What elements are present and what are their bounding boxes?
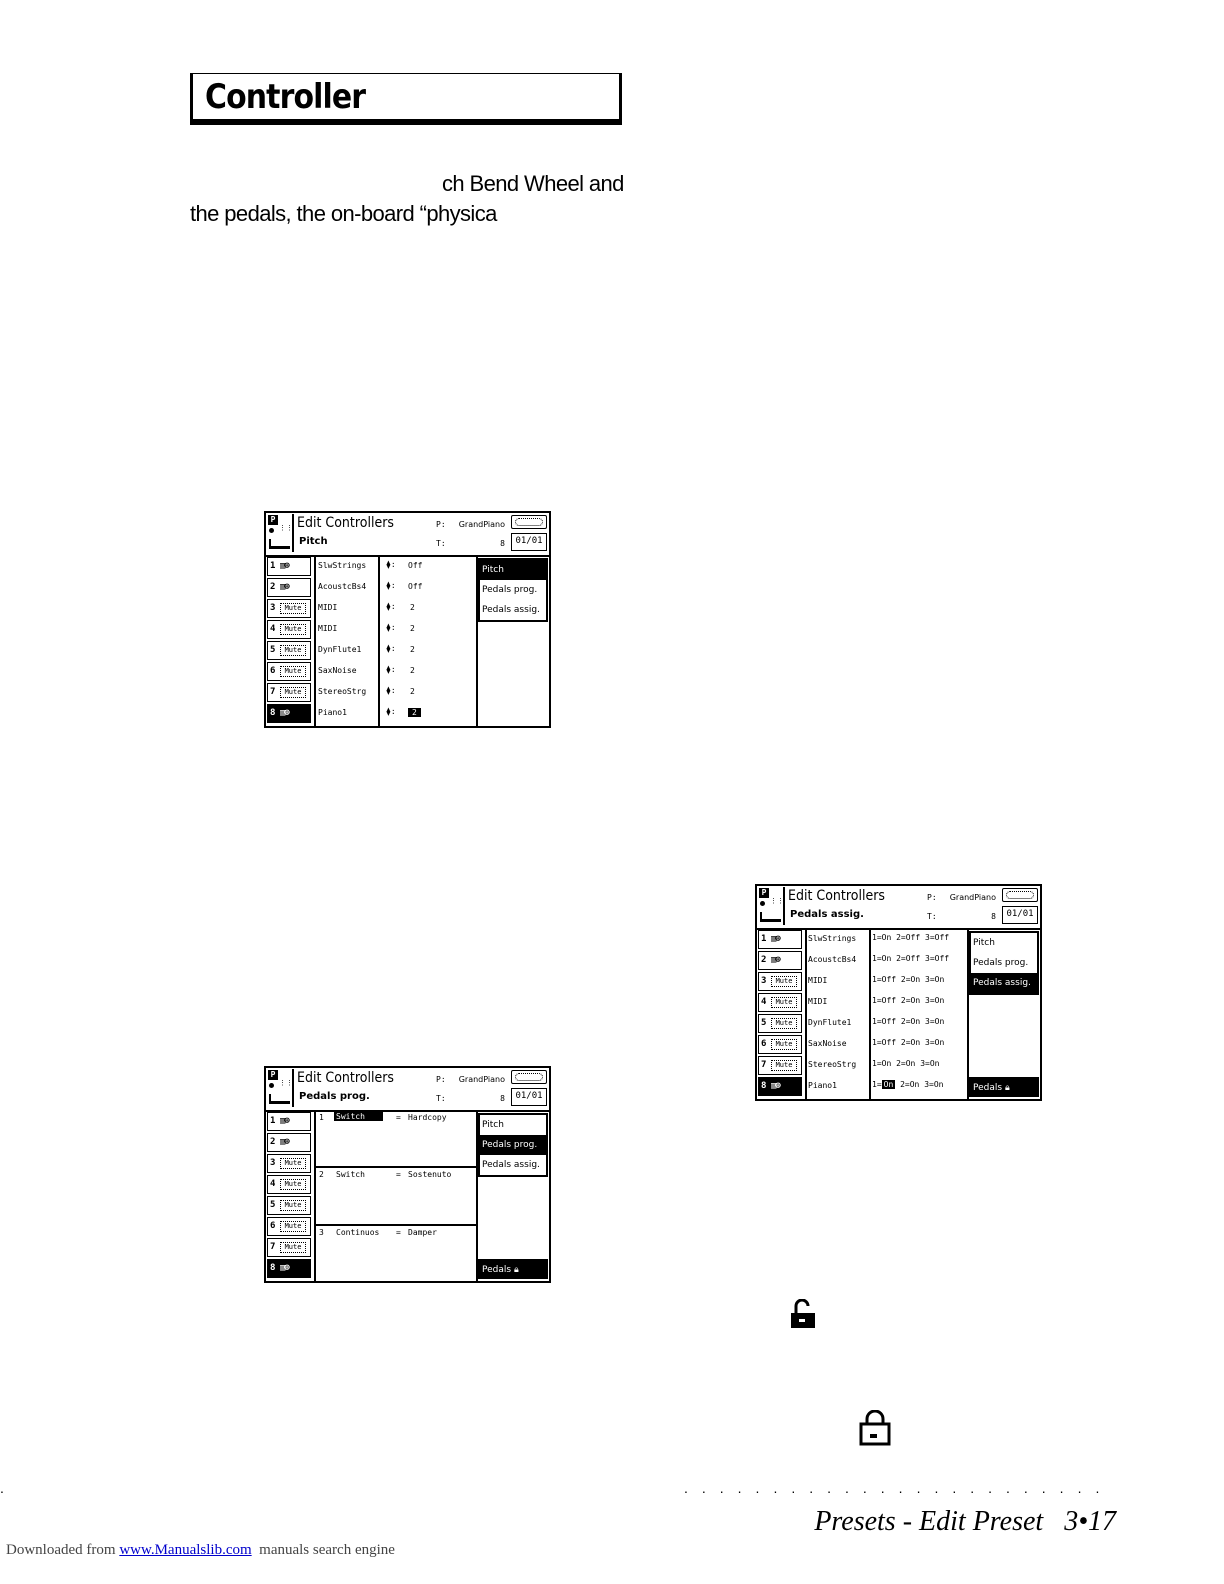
sound-name: SaxNoise xyxy=(808,1039,847,1048)
keyboard-icon: ▥⊕ xyxy=(771,1081,780,1091)
intro-line-2: the pedals, the on-board “physica xyxy=(190,201,497,226)
pitch-icon: ⧫: xyxy=(386,665,396,674)
track-button-7[interactable]: 7 Mute xyxy=(758,1056,802,1075)
screen-title: Edit Controllers xyxy=(788,888,885,904)
track-button-7[interactable]: 7 Mute xyxy=(267,1238,311,1257)
track-button-4[interactable]: 4 Mute xyxy=(267,1175,311,1194)
assig-row[interactable]: 1=Off 2=On 3=On xyxy=(872,975,945,984)
pitch-icon: ⧫: xyxy=(386,686,396,695)
pedals-lock-button[interactable]: Pedals 🔒︎ xyxy=(969,1077,1039,1097)
preset-logo-icon: P ⋮⋮ xyxy=(267,514,294,552)
sound-name: StereoStrg xyxy=(808,1060,857,1069)
display-icon xyxy=(1002,888,1038,902)
keyboard-icon: ▥⊕ xyxy=(771,934,780,944)
pitch-value[interactable]: 2 xyxy=(410,666,415,675)
pitch-value[interactable]: 2 xyxy=(410,603,415,612)
pitch-icon: ⧫: xyxy=(386,623,396,632)
track-button-5[interactable]: 5 Mute xyxy=(267,1196,311,1215)
track-button-3[interactable]: 3 Mute xyxy=(267,599,311,618)
track-button-1[interactable]: 1 ▥⊕ xyxy=(758,930,802,949)
left-dot-leader: . xyxy=(0,1480,18,1496)
pedal-type[interactable]: Switch xyxy=(336,1170,365,1179)
screen-title: Edit Controllers xyxy=(297,1070,394,1086)
heading-text: Controller xyxy=(205,77,366,117)
manualslib-link[interactable]: www.Manualslib.com xyxy=(119,1542,252,1558)
track-button-3[interactable]: 3 Mute xyxy=(267,1154,311,1173)
assig-row[interactable]: 1=On 2=On 3=On xyxy=(872,1059,940,1068)
track-button-1[interactable]: 1 ▥⊕ xyxy=(267,1112,311,1131)
track-button-6[interactable]: 6 Mute xyxy=(267,1217,311,1236)
track-button-2[interactable]: 2 ▥⊕ xyxy=(267,1133,311,1152)
p-label: P: xyxy=(436,520,446,529)
screen-header xyxy=(757,886,1040,930)
keyboard-icon: ▥⊕ xyxy=(771,955,780,965)
assig-row-selected[interactable]: 1= On 2=On 3=On xyxy=(872,1080,944,1089)
pedal-equals: = xyxy=(396,1228,401,1237)
menu-item-pitch[interactable]: Pitch xyxy=(480,560,546,580)
sound-name: SlwStrings xyxy=(808,934,857,943)
track-button-2[interactable]: 2 ▥⊕ xyxy=(758,951,802,970)
lcd-screen-pedals-prog xyxy=(264,1066,551,1283)
sound-name: Piano1 xyxy=(808,1081,837,1090)
side-menu xyxy=(478,558,548,622)
t-label: T: xyxy=(436,1094,446,1103)
t-value: 8 xyxy=(991,912,996,921)
pedal-function[interactable]: Sostenuto xyxy=(408,1170,452,1179)
sound-name: DynFlute1 xyxy=(808,1018,852,1027)
pitch-icon: ⧫: xyxy=(386,707,396,716)
pitch-icon: ⧫: xyxy=(386,602,396,611)
t-value: 8 xyxy=(500,1094,505,1103)
p-value: GrandPiano xyxy=(458,1075,505,1084)
sound-name: AcoustcBs4 xyxy=(318,582,367,591)
screen-subtitle: Pitch xyxy=(299,536,328,547)
preset-logo-icon: P ⋮⋮ xyxy=(267,1069,294,1107)
section-heading xyxy=(190,73,622,125)
menu-item-pitch[interactable]: Pitch xyxy=(973,938,995,948)
pitch-value[interactable]: Off xyxy=(408,561,423,570)
t-label: T: xyxy=(436,539,446,548)
side-menu xyxy=(969,931,1039,995)
assig-row[interactable]: 1=On 2=Off 3=Off xyxy=(872,954,950,963)
keyboard-icon: ▥⊕ xyxy=(280,1116,289,1126)
page-indicator: 01/01 xyxy=(1002,906,1038,924)
sound-name: MIDI xyxy=(318,603,338,612)
sound-name: StereoStrg xyxy=(318,687,367,696)
pedal-number: 2 xyxy=(319,1170,324,1179)
screen-subtitle: Pedals assig. xyxy=(790,909,864,920)
sound-name: SaxNoise xyxy=(318,666,357,675)
lock-closed-icon: 🔒︎ xyxy=(513,1265,519,1275)
sound-name: DynFlute1 xyxy=(318,645,362,654)
pitch-icon: ⧫: xyxy=(386,581,396,590)
pedal-type-selected[interactable]: Switch xyxy=(334,1112,383,1121)
lock-closed-icon: 🔒︎ xyxy=(1004,1083,1010,1093)
sound-name: SlwStrings xyxy=(318,561,367,570)
track-button-8[interactable]: 8 ▥⊕ xyxy=(758,1077,802,1096)
track-button-5[interactable]: 5 Mute xyxy=(758,1014,802,1033)
screen-header xyxy=(266,1068,549,1112)
menu-item-pedals-prog[interactable]: Pedals prog. xyxy=(480,1135,546,1155)
lock-closed-icon xyxy=(859,1410,891,1446)
sound-name: MIDI xyxy=(318,624,338,633)
lcd-screen-pitch xyxy=(264,511,551,728)
track-column xyxy=(266,1110,316,1281)
dot-leader: ........................ xyxy=(684,1480,1114,1496)
screen-title: Edit Controllers xyxy=(297,515,394,531)
p-label: P: xyxy=(927,893,937,902)
pitch-value-selected[interactable]: 2 xyxy=(408,708,421,717)
track-button-6[interactable]: 6 Mute xyxy=(267,662,311,681)
track-button-2[interactable]: 2 ▥⊕ xyxy=(267,578,311,597)
pedal-equals: = xyxy=(396,1170,401,1179)
track-column xyxy=(757,928,807,1099)
pitch-value[interactable]: 2 xyxy=(410,624,415,633)
download-note: Downloaded from www.Manualslib.com manuals search engine xyxy=(6,1542,395,1558)
footer-title: Presets - Edit Preset 3•17 xyxy=(814,1506,1116,1537)
track-column xyxy=(266,555,316,726)
pitch-icon: ⧫: xyxy=(386,644,396,653)
pitch-value[interactable]: 2 xyxy=(410,645,415,654)
track-button-4[interactable]: 4 Mute xyxy=(758,993,802,1012)
sound-name: AcoustcBs4 xyxy=(808,955,857,964)
menu-item-pedals-assig[interactable]: Pedals assig. xyxy=(482,605,540,615)
track-button-6[interactable]: 6 Mute xyxy=(758,1035,802,1054)
assig-row[interactable]: 1=Off 2=On 3=On xyxy=(872,1017,945,1026)
menu-item-pedals-prog[interactable]: Pedals prog. xyxy=(482,585,538,595)
pedal-function[interactable]: Damper xyxy=(408,1228,437,1237)
keyboard-icon: ▥⊕ xyxy=(280,1263,289,1273)
screen-subtitle: Pedals prog. xyxy=(299,1091,370,1102)
menu-item-pedals-assig[interactable]: Pedals assig. xyxy=(971,973,1037,993)
track-button-7[interactable]: 7 Mute xyxy=(267,683,311,702)
menu-item-pitch[interactable]: Pitch xyxy=(482,1120,504,1130)
sound-name: MIDI xyxy=(808,997,828,1006)
pedal-number: 1 xyxy=(319,1113,324,1122)
pitch-value[interactable]: Off xyxy=(408,582,423,591)
assig-row[interactable]: 1=Off 2=On 3=On xyxy=(872,1038,945,1047)
pitch-value[interactable]: 2 xyxy=(410,687,415,696)
t-label: T: xyxy=(927,912,937,921)
pedal-function[interactable]: Hardcopy xyxy=(408,1113,447,1122)
track-button-1[interactable]: 1 ▥⊕ xyxy=(267,557,311,576)
sound-name: MIDI xyxy=(808,976,828,985)
track-button-4[interactable]: 4 Mute xyxy=(267,620,311,639)
pedal-equals: = xyxy=(396,1113,401,1122)
t-value: 8 xyxy=(500,539,505,548)
preset-logo-icon: P ⋮⋮ xyxy=(758,887,785,925)
track-button-8[interactable]: 8 ▥⊕ xyxy=(267,1259,311,1278)
display-icon xyxy=(511,515,547,529)
assig-row[interactable]: 1=On 2=Off 3=Off xyxy=(872,933,950,942)
sound-name: Piano1 xyxy=(318,708,347,717)
side-menu xyxy=(478,1113,548,1177)
keyboard-icon: ▥⊕ xyxy=(280,1137,289,1147)
track-button-5[interactable]: 5 Mute xyxy=(267,641,311,660)
menu-item-pedals-prog[interactable]: Pedals prog. xyxy=(973,958,1029,968)
pitch-icon: ⧫: xyxy=(386,560,396,569)
keyboard-icon: ▥⊕ xyxy=(280,582,289,592)
p-value: GrandPiano xyxy=(458,520,505,529)
lock-open-icon xyxy=(790,1299,816,1329)
page-indicator: 01/01 xyxy=(511,1088,547,1106)
display-icon xyxy=(511,1070,547,1084)
intro-line-1: ch Bend Wheel and xyxy=(442,171,624,196)
pedals-lock-button[interactable]: Pedals 🔒︎ xyxy=(478,1259,548,1279)
p-value: GrandPiano xyxy=(949,893,996,902)
pedal-number: 3 xyxy=(319,1228,324,1237)
pedal-type[interactable]: Continuos xyxy=(336,1228,380,1237)
keyboard-icon: ▥⊕ xyxy=(280,561,289,571)
track-button-3[interactable]: 3 Mute xyxy=(758,972,802,991)
keyboard-icon: ▥⊕ xyxy=(280,708,289,718)
assig-row[interactable]: 1=Off 2=On 3=On xyxy=(872,996,945,1005)
page-indicator: 01/01 xyxy=(511,533,547,551)
screen-header xyxy=(266,513,549,557)
lcd-screen-pedals-assig xyxy=(755,884,1042,1101)
p-label: P: xyxy=(436,1075,446,1084)
track-button-8[interactable]: 8 ▥⊕ xyxy=(267,704,311,723)
menu-item-pedals-assig[interactable]: Pedals assig. xyxy=(482,1160,540,1170)
